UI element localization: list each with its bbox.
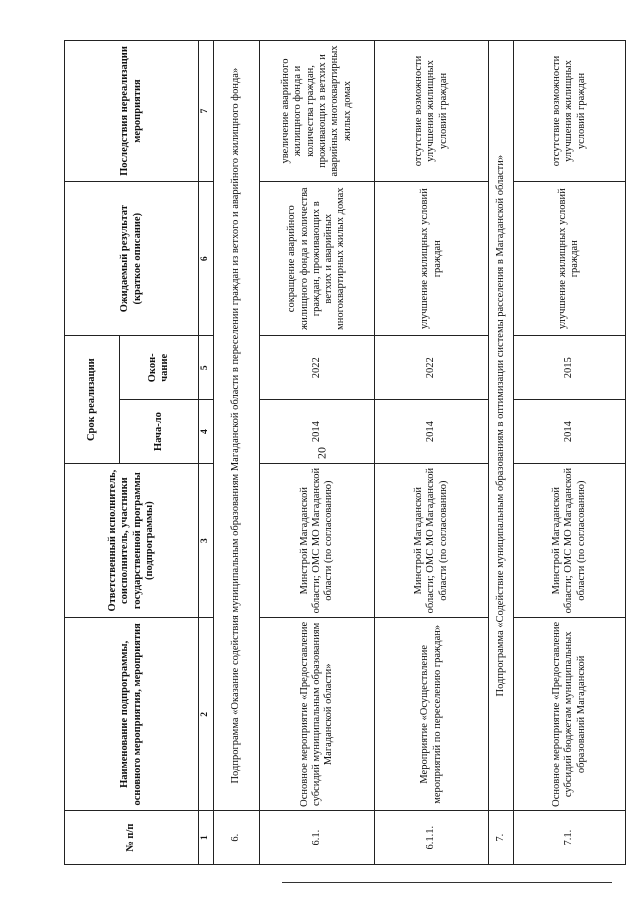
column-index: 6 [199,182,214,336]
column-index: 5 [199,336,214,400]
header-consequences: Последствия нереализации мероприятия [65,41,199,182]
footer-rule [282,882,612,883]
column-index: 1 [199,811,214,865]
header-responsible: Ответственный исполнитель, соисполнитель, участники государственной программы (подпрограммы) [65,463,199,617]
row-num: 6.1. [260,811,375,865]
row-consequences: отсутствие возможности улучшения жилищных условий граждан [513,41,625,182]
row-start: 2014 [513,400,625,464]
row-consequences: отсутствие возможности улучшения жилищных условий граждан [374,41,489,182]
row-end: 2015 [513,336,625,400]
rotated-table-container [64,40,626,865]
column-index: 2 [199,618,214,811]
header-result: Ожидаемый результат (краткое описание) [65,182,199,336]
row-end: 2022 [374,336,489,400]
row-name: Мероприятие «Осуществление мероприятий по переселению граждан» [374,618,489,811]
table-row [374,41,489,865]
subprogram-num: 7. [489,811,513,865]
header-start: Нача-ло [119,400,198,464]
row-responsible: Минстрой Магаданской области; ОМС МО Магаданской области (по согласованию) [374,463,489,617]
subprogram-num: 6. [213,811,259,865]
row-result: улучшение жилищных условий граждан [374,182,489,336]
row-name: Основное мероприятие «Предоставление субсидий бюджетам муниципальных образований Магаданской [513,618,625,811]
header-num: № п/п [65,811,199,865]
column-index: 4 [199,400,214,464]
column-index: 3 [199,463,214,617]
header-name: Наименование подпрограммы, основного мероприятия, мероприятия [65,618,199,811]
row-result: улучшение жилищных условий граждан [513,182,625,336]
page-number: 20 [314,447,329,459]
row-num: 6.1.1. [374,811,489,865]
header-end: Окон-чание [119,336,198,400]
header-period: Срок реализации [65,336,120,464]
subprogram-title: Подпрограмма «Оказание содействия муниципальным образованиям Магаданской области в переселении граждан из ветхого и аварийного жилищного фонда» [213,41,259,811]
row-consequences: увеличение аварийного жилищного фонда и количества граждан, проживающих в ветхих и аварийных многоквартирных жилых домах [260,41,375,182]
row-start: 2014 [260,400,375,464]
column-index: 7 [199,41,214,182]
program-measures-table [64,40,626,865]
subprogram-title: Подпрограмма «Содействие муниципальным образованиям в оптимизации системы расселения в Магаданской области» [489,41,513,811]
row-end: 2022 [260,336,375,400]
row-num: 7.1. [513,811,625,865]
row-name: Основное мероприятие «Предоставление субсидий муниципальным образованиям Магаданской области» [260,618,375,811]
table-row [513,41,625,865]
table-row [260,41,375,865]
row-responsible: Минстрой Магаданской области; ОМС МО Магаданской области (по согласованию) [260,463,375,617]
row-responsible: Минстрой Магаданской области; ОМС МО Магаданской области (по согласованию) [513,463,625,617]
row-result: сокращение аварийного жилищного фонда и количества граждан, проживающих в ветхих и аварийных многоквартирных жилых домах [260,182,375,336]
row-start: 2014 [374,400,489,464]
